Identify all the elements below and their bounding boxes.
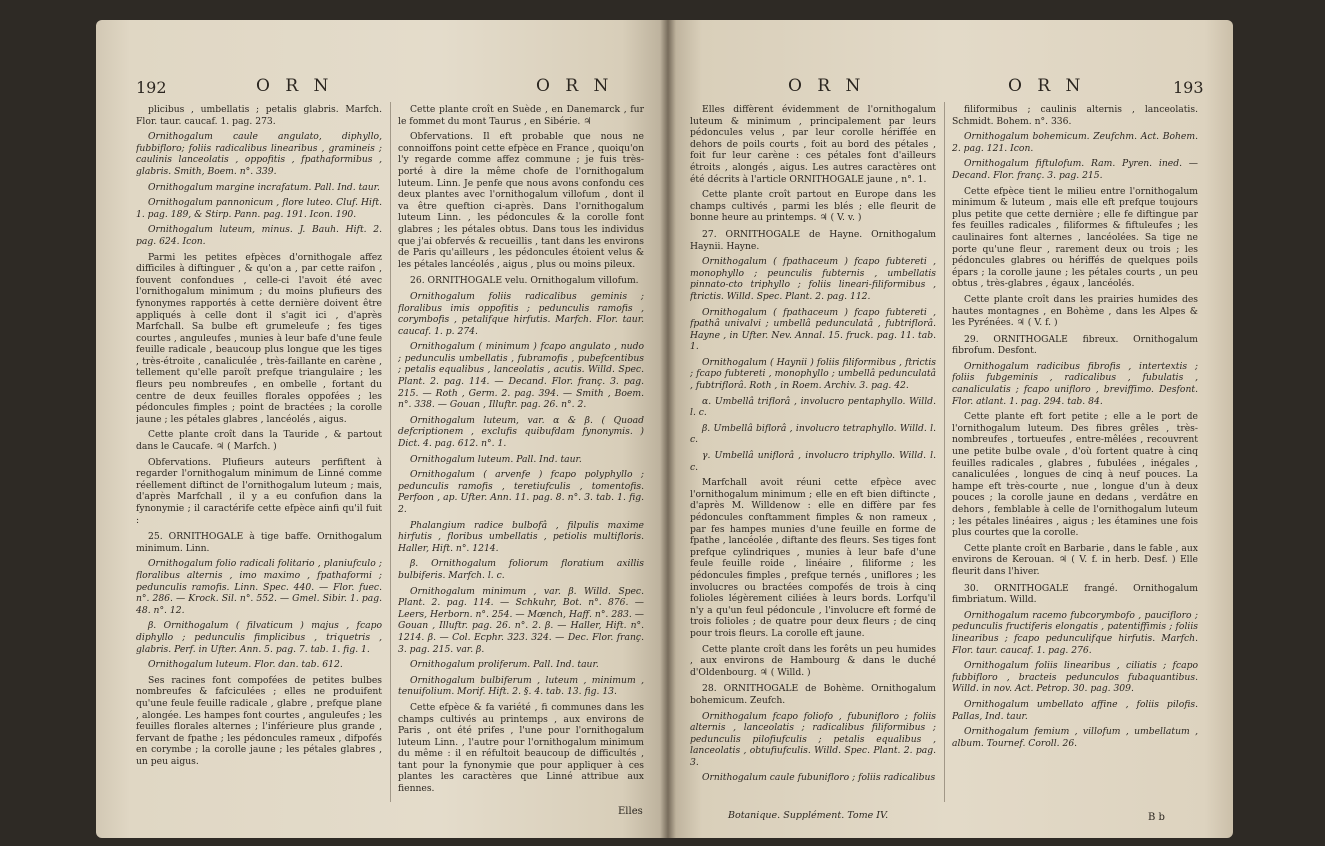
paragraph: Ornithogalum foliis linearibus , ciliatis ; fcapo fubbifloro , bracteis pedunculos fubaquantibus. Willd. in nov. Act. Petrop. 30. pag. 309. [952, 660, 1198, 695]
page-number: 193 [1173, 78, 1204, 97]
paragraph: 29. ORNITHOGALE fibreux. Ornithogalum fibrofum. Desfont. [952, 333, 1198, 357]
catchword: Elles [618, 806, 643, 817]
paragraph: Ornithogalum pannonicum , flore luteo. Cluf. Hift. 1. pag. 189, & Stirp. Pann. pag. 191. Icon. 190. [136, 197, 382, 220]
paragraph: 30. ORNITHOGALE frangé. Ornithogalum fimbriatum. Willd. [952, 582, 1198, 606]
paragraph: Ornithogalum luteum. Pall. Ind. taur. [410, 453, 582, 465]
left-page [96, 20, 668, 838]
paragraph: Ornithogalum folio radicali folitario , planiufculo ; floralibus alternis , imo maximo , fpathaformi ; pedunculis ramofis. Linn. Spec. 440. — Flor. fuec. n°. 286. — Krock. Sil. n°. 552. — Gmel. Sibir. 1. pag. 48. n°. 12. [136, 558, 382, 616]
paragraph: Ornithogalum racemo fubcorymbofo , paucifloro ; pedunculis fructiferis elongatis , patentiffimis ; foliis linearibus ; fcapo pedunculifque hirfutis. Marfch. Flor. taur. caucaf. 1. pag. 276. [952, 609, 1198, 656]
paragraph: Ornithogalum ( fpathaceum ) fcapo fubtereti , fpathâ univalvi ; umbellâ pedunculatâ , fubtriflorâ. Hayne , in Ufter. Nev. Annal. 15. fruck. pag. 11. tab. 1. [690, 306, 936, 353]
paragraph: Phalangium radice bulbofâ , filpulis maxime hirfutis , floribus umbellatis , petiolis multifloris. Haller, Hift. n°. 1214. [398, 519, 644, 554]
paragraph: Cette plante croît dans les prairies humides des hautes montagnes , en Bohème , dans les Alpes & les Pyrénées. ♃ ( V. f. ) [952, 293, 1198, 329]
paragraph: Elles diffèrent évidemment de l'ornithogalum luteum & minimum , principalement par leurs pédoncules velus , par leur corolle hériffée en dehors de poils courts , foit au bord des pétales , foit fur leur carène : ces pétales font d'ailleurs étroits , alongés , aigus. Les autres caractères ont été décrits à l'article ORNITHOGALE jaune , n°. 1. [690, 104, 936, 185]
right-page [668, 20, 1233, 838]
paragraph: Ornithogalum caule angulato, diphyllo, fubbifloro; foliis radicalibus linearibus , gramineis ; caulinis lanceolatis , oppofitis , fpathaformibus , glabris. Smith, Boem. n°. 339. [136, 131, 382, 177]
page-header: O R N [788, 76, 866, 96]
paragraph: Cette efpèce tient le milieu entre l'ornithogalum minimum & luteum , mais elle eft prefque toujours plus petite que cette dernière ; elle fe diftingue par fes feuilles radicales , filiformes & fiftuleufes ; les caulinaires font alternes , lancéolées. Sa tige ne porte qu'une fleur , rarement deux ou trois ; les pédoncules glabres ou hériffés de quelques poils épars ; la corolle jaune ; les pétales courts , un peu obtus , très-glabres , égaux , lancéolés. [952, 185, 1198, 290]
paragraph: Ornithogalum luteum. Flor. dan. tab. 612. [148, 659, 343, 671]
column-rule [944, 102, 945, 802]
paragraph: Ornithogalum luteum, minus. J. Bauh. Hift. 2. pag. 624. Icon. [136, 224, 382, 247]
paragraph: plicibus , umbellatis ; petalis glabris. Marfch. Flor. taur. caucaf. 1. pag. 273. [136, 104, 382, 127]
paragraph: Marfchall avoit réuni cette efpèce avec l'ornithogalum minimum ; elle en eft bien diftincte , d'après M. Willdenow : elle en diffère par fes pédoncules conftamment fimples & non rameux , par fes hampes munies d'une feuille en forme de fpathe , lancéolée , diftante des fleurs. Ses tiges font prefque cylindriques , munies à leur bafe d'une feule feuille roide , linéaire , filiforme ; les pédoncules fimples , prefque ternés , uniflores ; les involucres ou bractées compofés de trois à cinq folioles légèrement ciliées à leurs bords. Lorfqu'il n'y a qu'un feul pédoncule , l'involucre eft formé de trois folioles ; de quatre pour deux fleurs ; de cinq pour trois fleurs. La corolle eft jaune. [690, 477, 936, 639]
book-gutter [660, 20, 676, 838]
paragraph: Cette plante eft fort petite ; elle a le port de l'ornithogalum luteum. Des fibres grêles , très-nombreufes , tortueufes , entre-mêlées , recouvrent une petite bulbe ovale , d'où fortent quatre à cinq feuilles radicales , glabres , fubulées , inégales , canaliculées , longues de cinq à neuf pouces. La hampe eft très-courte , nue , longue d'un à deux pouces ; la corolle jaune en dedans , verdâtre en dehors , femblable à celle de l'ornithogalum luteum ; les pétales linéaires , aigus ; les étamines une fois plus courtes que la corolle. [952, 411, 1198, 539]
paragraph: 26. ORNITHOGALE velu. Ornithogalum villofum. [410, 275, 639, 287]
paragraph: Ornithogalum fiftulofum. Ram. Pyren. ined. — Decand. Flor. franç. 3. pag. 215. [952, 158, 1198, 181]
text-column-right-1 [690, 104, 936, 804]
paragraph: Ornithogalum foliis radicalibus geminis ; floralibus imis oppofitis ; pedunculis ramofis , corymbofis , petalifque hirfutis. Marfch. Flor. taur. caucaf. 1. p. 274. [398, 290, 644, 337]
paragraph: Ornithogalum margine incrafatum. Pall. Ind. taur. [148, 181, 380, 193]
paragraph: Ornithogalum radicibus fibrofis , intertextis ; foliis fubgeminis , radicalibus , fubulatis , canaliculatis ; fcapo unifloro , breviffimo. Desfont. Flor. atlant. 1. pag. 294. tab. 84. [952, 360, 1198, 407]
paragraph: Ornithogalum bulbiferum , luteum , minimum , tenuifolium. Morif. Hift. 2. §. 4. tab. 13. fig. 13. [398, 674, 644, 698]
paragraph: Ornithogalum ( Haynii ) foliis filiformibus , ftrictis ; fcapo fubtereti , monophyllo ; umbellâ pedunculatâ , fubtriflorâ. Roth , in Roem. Archiv. 3. pag. 42. [690, 356, 936, 392]
paragraph: Ornithogalum ( fpathaceum ) fcapo fubtereti , monophyllo ; peunculis fubternis , umbellatis pinnato-cto triphyllo ; foliis lineari-filiformibus , ftrictis. Willd. Spec. Plant. 2. pag. 112. [690, 256, 936, 302]
paragraph: γ. Umbellâ uniflorâ , involucro triphyllo. Willd. l. c. [690, 450, 936, 473]
paragraph: 27. ORNITHOGALE de Hayne. Ornithogalum Haynii. Hayne. [690, 228, 936, 252]
paragraph: Ornithogalum fcapo foliofo , fubunifloro ; foliis alternis , lanceolatis ; radicalibus filiformibus ; pedunculis pilofiufculis ; petalis equalibus , lanceolatis , obtufiufculis. Willd. Spec. Plant. 2. pag. 3. [690, 710, 936, 768]
paragraph: Obfervations. Il eft probable que nous ne connoiffons point cette efpèce en France , quoiqu'on l'y regarde comme affez commune ; je fuis très-porté à dire la même chofe de l'ornithogalum luteum. Linn. Je penfe que nous avons confondu ces deux plantes avec l'ornithogalum villofum , dont il va être queftion ci-après. Dans l'ornithogalum luteum Linn. , les pédoncules & la corolle font glabres ; les pétales obtus. Dans tous les individus que j'ai obfervés & recueillis , tant dans les environs de Paris qu'ailleurs , les pédoncules étoient velus & les pétales lancéolés , aigus , plus ou moins pileux. [398, 131, 644, 270]
paragraph: Cette efpèce & fa variété , fi communes dans les champs cultivés au printemps , aux environs de Paris , ont été prifes , l'une pour l'ornithogalum luteum Linn. , l'autre pour l'ornithogalum minimum du même : il en réfultoit beaucoup de difficultés , tant pour la fynonymie que pour appliquer à ces plantes les caractères que Linné attribue aux fiennes. [398, 701, 644, 795]
paragraph: β. Ornithogalum foliorum floratium axillis bulbiferis. Marfch. l. c. [398, 558, 644, 581]
paragraph: Ornithogalum umbellato affine , foliis pilofis. Pallas, Ind. taur. [952, 698, 1198, 722]
paragraph: Cette plante croît en Barbarie , dans le fable , aux environs de Kerouan. ♃ ( V. f. in herb. Desf. ) Elle fleurit dans l'hiver. [952, 542, 1198, 577]
paragraph: β. Ornithogalum ( filvaticum ) majus , fcapo diphyllo ; pedunculis fimplicibus , triquetris , glabris. Perf. in Ufter. Ann. 5. pag. 7. tab. 1. fig. 1. [136, 620, 382, 655]
column-rule [390, 102, 391, 802]
paragraph: Cette plante croît en Suède , en Danemarck , fur le fommet du mont Taurus , en Sibérie. ♃ [398, 104, 644, 127]
paragraph: Ses racines font compofées de petites bulbes nombreufes & fafciculées ; elles ne produifent qu'une feule feuille radicale , glabre , prefque plane , alongée. Les hampes font courtes , anguleufes ; les feuilles florales alternes ; l'inférieure plus grande , fervant de fpathe ; les pédoncules rameux , difpofés en corymbe ; la corolle jaune ; les pétales glabres , un peu aigus. [136, 674, 382, 767]
paragraph: Ornithogalum luteum, var. α & β. ( Quoad defcriptionem , exclufis quibufdam fynonymis. ) Dict. 4. pag. 612. n°. 1. [398, 414, 644, 450]
page-header-repeat: O R N [536, 76, 614, 96]
paragraph: α. Umbellâ triflorâ , involucro pentaphyllo. Willd. l. c. [690, 395, 936, 419]
paragraph: Cette plante croît dans la Tauride , & partout dans le Caucafe. ♃ ( Marfch. ) [136, 429, 382, 453]
page-header-repeat: O R N [1008, 76, 1086, 96]
paragraph: Ornithogalum ( arvenfe ) fcapo polyphyllo ; pedunculis ramofis , teretiufculis , tomentofis. Perfoon , ap. Ufter. Ann. 11. pag. 8. n°. 3. tab. 1. fig. 2. [398, 469, 644, 515]
paragraph: Ornithogalum bohemicum. Zeufchm. Act. Bohem. 2. pag. 121. Icon. [952, 131, 1198, 154]
paragraph: 25. ORNITHOGALE à tige baffe. Ornithogalum minimum. Linn. [136, 531, 382, 554]
running-footer: Botanique. Supplément. Tome IV. [728, 810, 889, 821]
paragraph: β. Umbellâ biflorâ , involucro tetraphyllo. Willd. l. c. [690, 422, 936, 446]
paragraph: Cette plante croît partout en Europe dans les champs cultivés , parmi les blés ; elle fleurit de bonne heure au printemps. ♃ ( V. v. ) [690, 189, 936, 224]
paragraph: Ornithogalum minimum , var. β. Willd. Spec. Plant. 2. pag. 114. — Schkuhr, Bot. n°. 876. — Leers, Herborn. n°. 254. — Mœnch, Haff. n°. 283. — Gouan , Illuftr. pag. 26. n°. 2. β. — Haller, Hift. n°. 1214. β. — Col. Ecphr. 323. 324. — Dec. Flor. franç. 3. pag. 215. var. β. [398, 585, 644, 655]
paragraph: Obfervations. Plufieurs auteurs perfiftent à regarder l'ornithogalum minimum de Linné comme réellement diftinct de l'ornithogalum luteum ; mais, d'après Marfchall , il y a eu confufion dans la fynonymie ; il caractérife cette efpèce ainfi qu'il fuit : [136, 456, 382, 526]
text-column-left-1 [136, 104, 382, 824]
paragraph: 28. ORNITHOGALE de Bohème. Ornithogalum bohemicum. Zeufch. [690, 683, 936, 706]
page-number: 192 [136, 78, 167, 97]
paragraph: Ornithogalum caule fubunifloro ; foliis radicalibus [702, 772, 936, 784]
text-column-left-2 [398, 104, 644, 800]
paragraph: Ornithogalum ( minimum ) fcapo angulato , nudo ; pedunculis umbellatis , fubramofis , pubefcentibus ; petalis equalibus , lanceolatis , acutis. Willd. Spec. Plant. 2. pag. 114. — Decand. Flor. franç. 3. pag. 215. — Roth , Germ. 2. pag. 394. — Smith , Boem. n°. 338. — Gouan , Illuftr. pag. 26. n°. 2. [398, 341, 644, 411]
text-column-right-2 [952, 104, 1198, 794]
paragraph: filiformibus ; caulinis alternis , lanceolatis. Schmidt. Bohem. n°. 336. [952, 104, 1198, 127]
paragraph: Cette plante croît dans les forêts un peu humides , aux environs de Hambourg & dans le duché d'Oldenbourg. ♃ ( Willd. ) [690, 643, 936, 678]
signature-mark: B b [1148, 812, 1165, 823]
page-header: O R N [256, 76, 334, 96]
paragraph: Parmi les petites efpèces d'ornithogale affez difficiles à diftinguer , & qu'on a , par cette raifon , fouvent confondues , celle-ci l'avoit été avec l'ornithogalum minimum ; du moins plufieurs des fynonymes rapportés à cette dernière doivent être appliqués à celle dont il s'agit ici , d'après Marfchall. Sa bulbe eft grumeleufe ; fes tiges courtes , anguleufes , munies à leur bafe d'une feule feuille radicale , beaucoup plus longue que les tiges , très-étroite , canaliculée , très-faillante en carène , tellement qu'elle paroît prefque triangulaire ; les fleurs peu nombreufes , en ombelle , fortant du centre de deux feuilles florales oppofées ; les pédoncules fimples ; point de bractées ; la corolle jaune ; les pétales glabres , lancéolés , aigus. [136, 251, 382, 425]
paragraph: Ornithogalum femium , villofum , umbellatum , album. Tournef. Coroll. 26. [952, 726, 1198, 749]
paragraph: Ornithogalum proliferum. Pall. Ind. taur. [410, 659, 599, 671]
